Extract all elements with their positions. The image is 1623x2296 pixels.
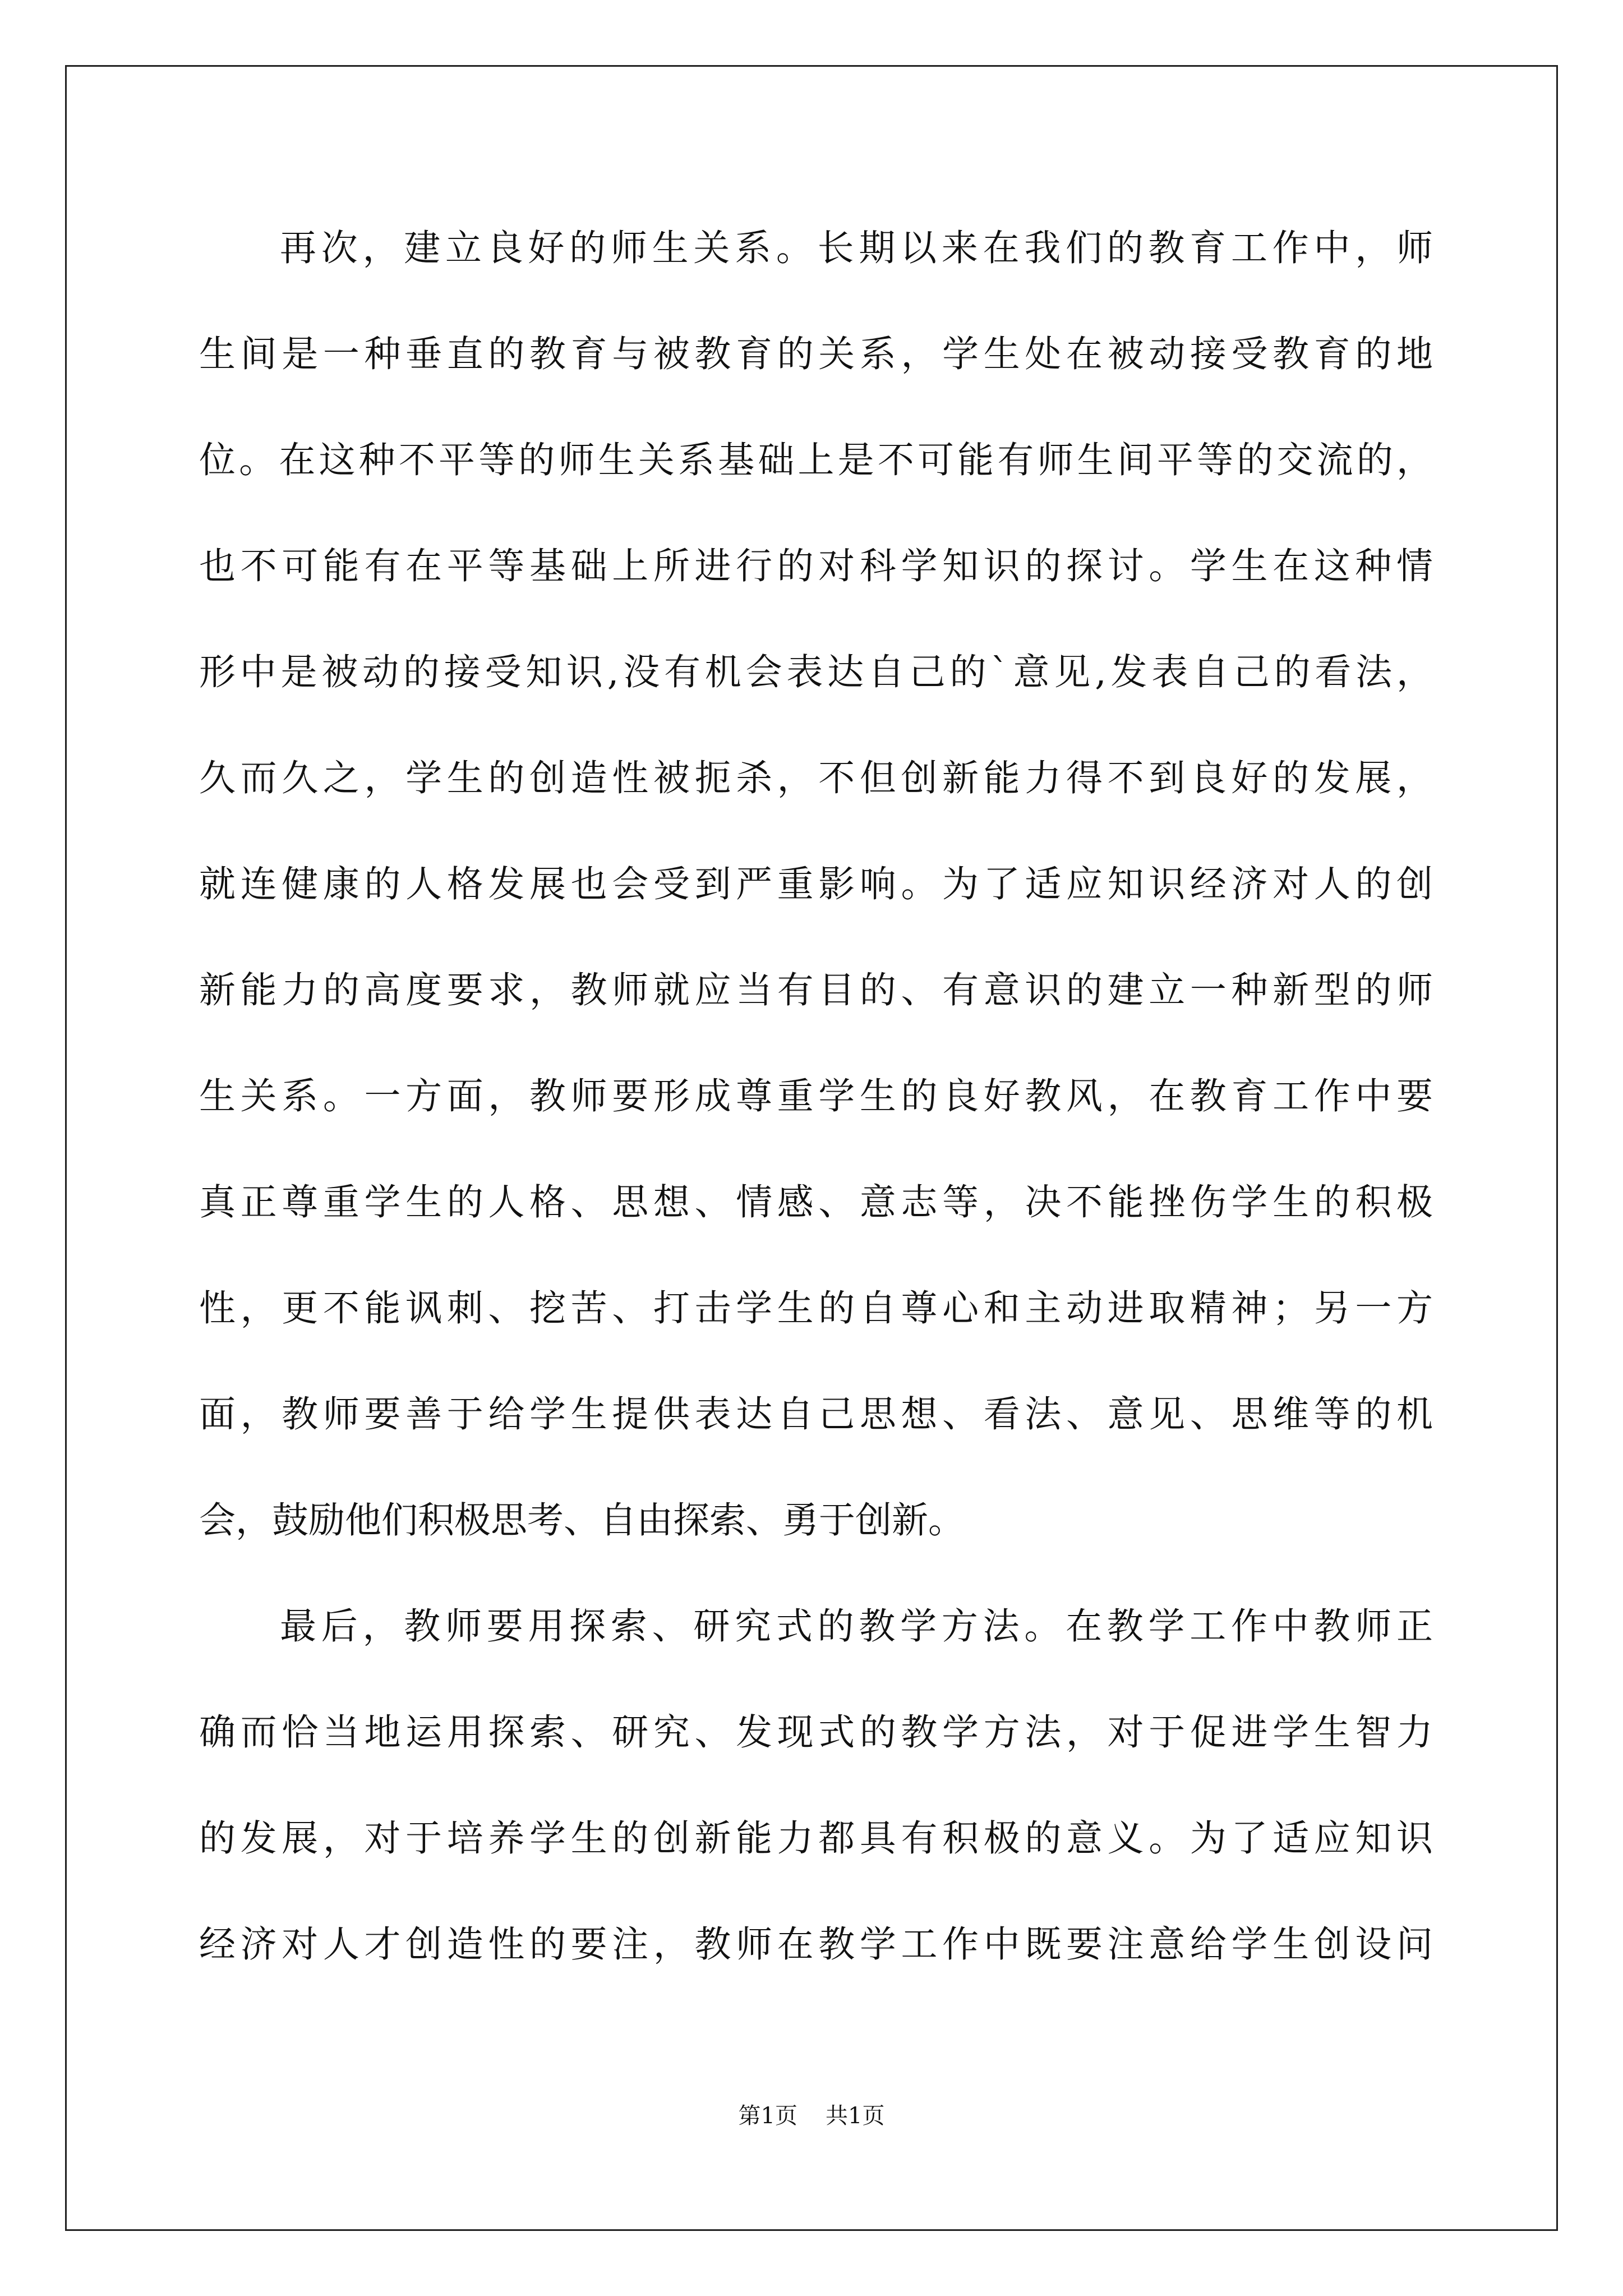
paragraph-1-line-2: 生间是一种垂直的教育与被教育的关系，学生处在被动接受教育的地: [199, 333, 1433, 375]
paragraph-1-line-7: 就连健康的人格发展也会受到严重影响。为了适应知识经济对人的创: [199, 863, 1433, 905]
paragraph-1-line-10: 真正尊重学生的人格、思想、情感、意志等，决不能挫伤学生的积极: [199, 1181, 1433, 1223]
paragraph-1-line-12: 面，教师要善于给学生提供表达自己思想、看法、意见、思维等的机: [199, 1393, 1433, 1435]
paragraph-1-line-5: 形中是被动的接受知识,没有机会表达自己的`意见,发表自己的看法，: [199, 651, 1433, 693]
paragraph-1-line-11: 性，更不能讽刺、挖苦、打击学生的自尊心和主动进取精神；另一方: [199, 1287, 1433, 1329]
page-footer: [0, 2100, 1623, 2132]
paragraph-1-line-3: 位。在这种不平等的师生关系基础上是不可能有师生间平等的交流的，: [199, 439, 1433, 481]
paragraph-1-line-9: 生关系。一方面，教师要形成尊重学生的良好教风，在教育工作中要: [199, 1075, 1433, 1117]
document-body: [199, 213, 1433, 2016]
page-number-current: 第1页: [738, 2103, 797, 2129]
paragraph-1-line-13: 会，鼓励他们积极思考、自由探索、勇于创新。: [199, 1499, 965, 1542]
page-number-total: 共1页: [826, 2103, 885, 2129]
paragraph-2-line-1: 最后，教师要用探索、研究式的教学方法。在教学工作中教师正: [280, 1605, 1433, 1648]
paragraph-2-line-3: 的发展，对于培养学生的创新能力都具有积极的意义。为了适应知识: [199, 1818, 1433, 1860]
paragraph-1-line-6: 久而久之，学生的创造性被扼杀，不但创新能力得不到良好的发展，: [199, 757, 1433, 799]
paragraph-2-line-4: 经济对人才创造性的要注，教师在教学工作中既要注意给学生创设问: [199, 1924, 1433, 1966]
paragraph-1-line-4: 也不可能有在平等基础上所进行的对科学知识的探讨。学生在这种情: [199, 545, 1433, 587]
paragraph-1-line-1: 再次，建立良好的师生关系。长期以来在我们的教育工作中，师: [280, 227, 1433, 269]
paragraph-1-line-8: 新能力的高度要求，教师就应当有目的、有意识的建立一种新型的师: [199, 969, 1433, 1011]
paragraph-2-line-2: 确而恰当地运用探索、研究、发现式的教学方法，对于促进学生智力: [199, 1711, 1433, 1754]
